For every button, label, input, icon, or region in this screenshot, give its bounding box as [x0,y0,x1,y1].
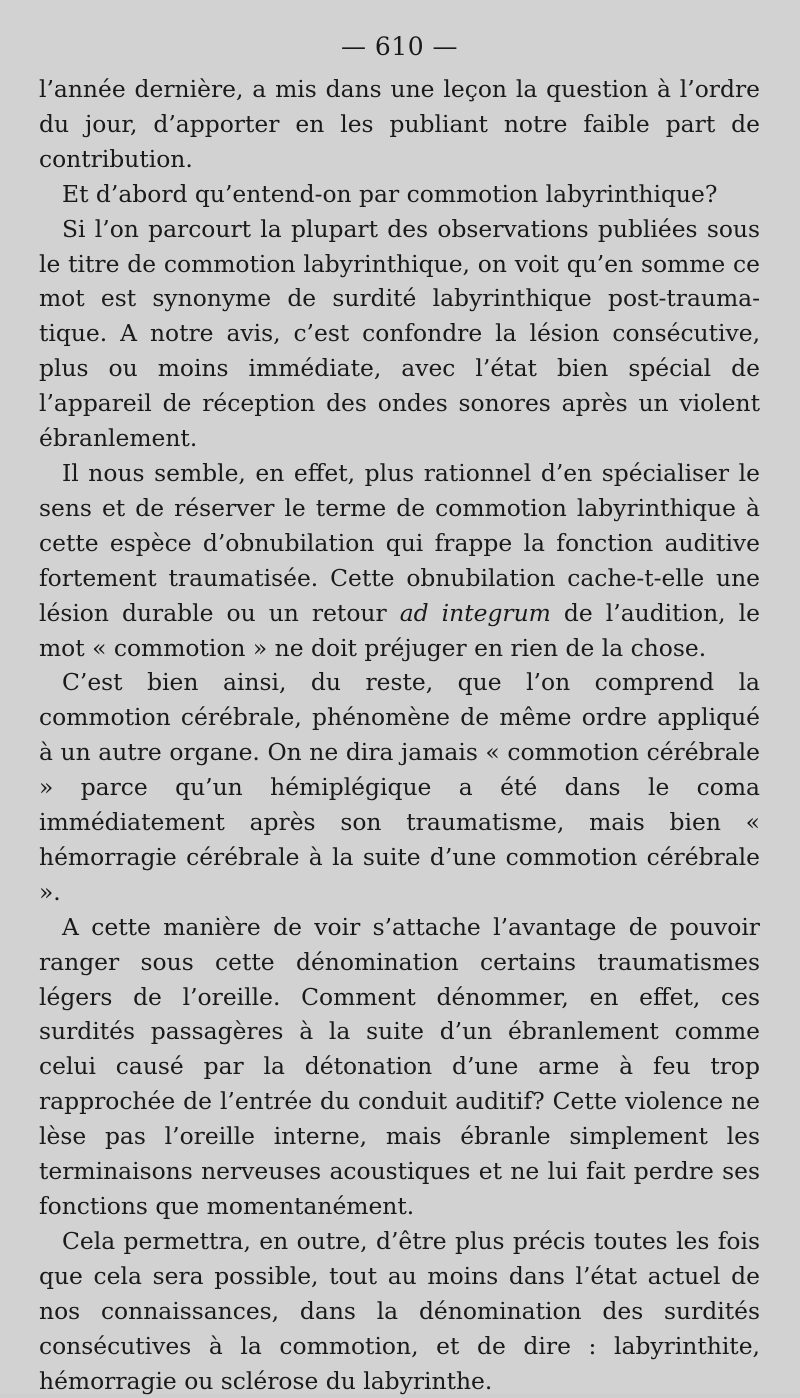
paragraph-p3 [39,212,760,456]
text-run: C’est bien ainsi, du reste, que l’on comprend la commotion cérébrale, phénomène de même ordre appliqué à un autre organe. On ne dira jamais « commotion cérébrale » parce qu’un hémiplégique a été dans le coma immédiatement après son traumatisme, mais bien « hémorragie cérébrale à la suite d’une commotion cérébrale ». [39,668,760,906]
paragraph-p4 [39,456,760,665]
paragraph-p5 [39,665,760,909]
text-run: Et d’abord qu’entend-on par commotion labyrinthique? [62,179,718,208]
paragraph-p1 [39,72,760,177]
paragraph-p2 [39,177,760,212]
text-run: A cette manière de voir s’attache l’avantage de pouvoir ranger sous cette dénomination certains traumatismes légers de l’oreille. Comment dénommer, en effet, ces surdités passagères à la suite d’un ébranlement comme celui causé par la détonation d’une arme à feu trop rapprochée de l’entrée du conduit auditif? Cette violence ne lèse pas l’oreille interne, mais ébranle simplement les terminaisons nerveuses acoustiques et ne lui fait perdre ses fonctions que momentanément. [39,912,760,1220]
italic-phrase: ad integrum [399,598,551,627]
page-number: — 610 — [340,32,459,61]
text-run: Si l’on parcourt la plupart des observations publiées sous le titre de commotion labyrinthique, on voit qu’en somme ce mot est synonyme de surdité labyrinthique post-traumatique. A notre avis, c’est confondre la lésion consécutive, plus ou moins immédiate, avec l’état bien spécial de l’appareil de réception des ondes sonores après un violent ébranlement. [39,214,760,453]
paragraph-p7 [39,1224,760,1398]
text-run: Il nous semble, en effet, plus rationnel d’en spécialiser le sens et de réserver le terme de commotion labyrinthique à cette espèce d’obnubilation qui frappe la fonction auditive fortement traumatisée. Cette obnubilation cache-t-elle une lésion durable ou un retour [39,458,760,627]
page-body-text [39,72,760,1398]
text-run: de l’audition, le mot « commotion » ne doit préjuger en rien de la chose. [39,598,760,662]
text-run: Cela permettra, en outre, d’être plus précis toutes les fois que cela sera possible, tout au moins dans l’état actuel de nos connaissances, dans la dénomination des surdités consécutives à la commotion, et de dire : labyrinthite, hémorragie ou sclérose du labyrinthe. [39,1226,760,1395]
text-run: l’année dernière, a mis dans une leçon la question à l’ordre du jour, d’apporter en les publiant notre faible part de contribution. [39,75,760,173]
paragraph-p6 [39,910,760,1224]
